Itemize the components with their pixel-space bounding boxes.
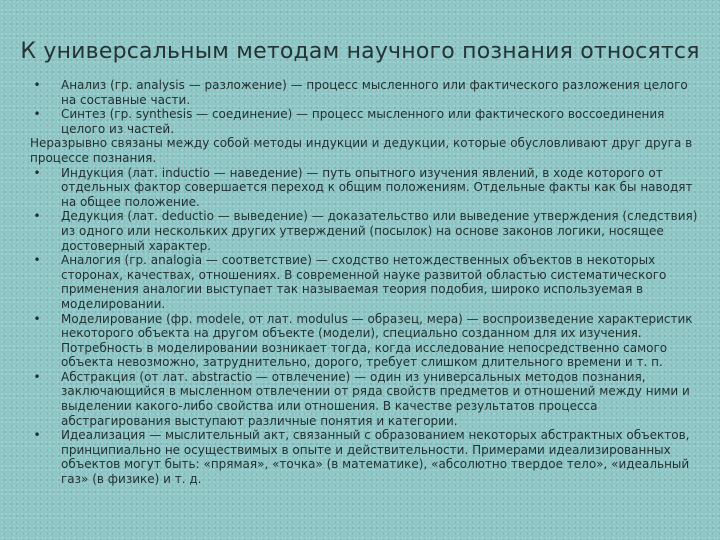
bullet-text: Анализ (гр. analysis — разложение) — процесс мысленного или фактического разложения целого на составные части.	[61, 78, 688, 107]
bullet-text: Абстракция (от лат. abstractio — отвлечение) — один из универсальных методов познания, заключающийся в мысленном отвлечении от ряда свойств предметов и отношений между ними и выделении какого-либо свойства или отношения. В качестве результатов процесса абстрагирования выступают различные понятия и категории.	[61, 369, 690, 428]
bullet-abstraction	[32, 370, 698, 428]
bullet-idealization	[32, 428, 698, 486]
bullet-text: Синтез (гр. synthesis — соединение) — процесс мысленного или фактического воссоединения целого из частей.	[61, 107, 665, 136]
bullet-icon: •	[33, 311, 41, 326]
bullet-icon: •	[33, 165, 41, 180]
bullet-text: Индукция (лат. inductio — наведение) — путь опытного изучения явлений, в ходе которого от отдельных фактор совершается переход к общим положениям. Отдельные факты как бы наводят на общее положение.	[61, 165, 693, 209]
bullet-text: Дедукция (лат. deductio — выведение) — доказательство или выведение утверждения (следствия) из одного или нескольких других утверждений (посылок) на основе законов логики, носящее достоверный характер.	[61, 209, 698, 253]
bullet-text: Моделирование (фр. modele, от лат. modulus — образец, мера) — воспроизведение характеристик некоторого объекта на другом объекте (модели), специально созданном для их изучения. Потребность в моделировании возникает тогда, когда исследование непосредственно самого объекта невозможно, затруднительно, дорого, требует слишком длительного времени и т. п.	[61, 311, 693, 370]
bullet-text: Аналогия (гр. analogia — соответствие) — сходство нетождественных объектов в некоторых сторонах, качествах, отношениях. В современной науке развитой областью систематического применения аналогии выступает так называемая теория подобия, широко используемая в моделировании.	[61, 253, 667, 311]
slide-title: К универсальным методам научного познания относятся	[20, 39, 700, 64]
bullet-analysis	[32, 78, 698, 107]
bullet-icon: •	[33, 78, 41, 92]
bullet-icon: •	[33, 107, 41, 122]
bullet-icon: •	[33, 253, 41, 268]
bullet-text: Идеализация — мыслительный акт, связанный с образованием некоторых абстрактных объектов, принципиально не осуществимых в опыте и действительности. Примерами идеализированных объектов могут быть: «прямая», «точка» (в математике), «абсолютно твердое тело», «идеальный газ» (в физике) и т. д.	[61, 428, 690, 487]
slide-body	[32, 78, 698, 487]
bullet-synthesis	[32, 107, 698, 136]
bullet-icon: •	[33, 428, 41, 443]
bullet-modeling	[32, 312, 698, 370]
bullet-deduction	[32, 209, 698, 253]
paragraph-induction-deduction-intro: Неразрывно связаны между собой методы индукции и дедукции, которые обусловливают друг друга в процессе познания.	[30, 136, 693, 165]
bullet-analogy	[32, 253, 698, 311]
bullet-icon: •	[33, 209, 41, 224]
bullet-icon: •	[33, 369, 41, 384]
bullet-induction	[32, 166, 698, 210]
